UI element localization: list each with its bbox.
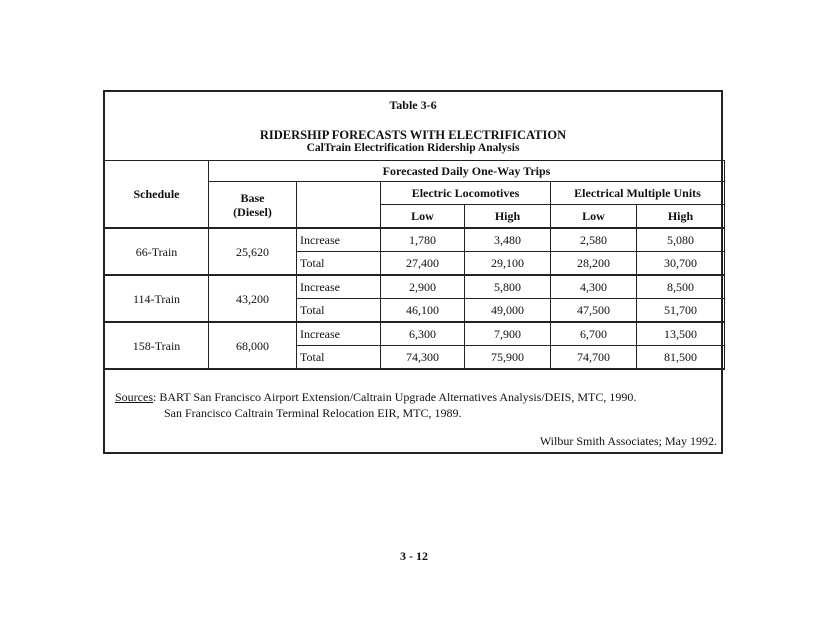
table-row [105,275,725,299]
sources-text-1: : BART San Francisco Airport Extension/Caltrain Upgrade Alternatives Analysis/DEIS, MTC, 1990. [153,390,637,404]
table-subtitle: CalTrain Electrification Ridership Analysis [306,142,520,154]
value-cell: 2,900 [381,275,465,299]
header-emu-low: Low [551,205,637,229]
value-cell: 1,780 [381,228,465,252]
sources-line-1 [115,390,636,405]
header-schedule: Schedule [105,161,209,229]
header-electrical-multiple-units: Electrical Multiple Units [551,182,725,205]
header-el-low: Low [381,205,465,229]
schedule-cell: 66-Train [105,228,209,275]
value-cell: 81,500 [637,346,725,370]
header-forecast-group: Forecasted Daily One-Way Trips [209,161,725,182]
value-cell: 75,900 [465,346,551,370]
table-title: RIDERSHIP FORECASTS WITH ELECTRIFICATION [259,128,567,142]
schedule-cell: 114-Train [105,275,209,322]
header-blank [297,182,381,229]
header-emu-high: High [637,205,725,229]
row-label: Increase [297,275,381,299]
value-cell: 5,080 [637,228,725,252]
sources-label: Sources [115,390,153,404]
value-cell: 46,100 [381,299,465,323]
table-row [105,228,725,252]
credit-line: Wilbur Smith Associates; May 1992. [539,434,717,448]
ridership-table [104,160,725,370]
header-base: Base (Diesel) [209,182,297,229]
table-number: Table 3-6 [389,98,437,112]
row-label: Increase [297,228,381,252]
value-cell: 13,500 [637,322,725,346]
row-label: Total [297,299,381,323]
row-label: Increase [297,322,381,346]
value-cell: 2,580 [551,228,637,252]
page-number: 3 - 12 [400,549,428,563]
schedule-cell: 158-Train [105,322,209,369]
value-cell: 28,200 [551,252,637,276]
value-cell: 8,500 [637,275,725,299]
base-cell: 25,620 [209,228,297,275]
row-label: Total [297,346,381,370]
table-row [105,322,725,346]
value-cell: 51,700 [637,299,725,323]
base-cell: 68,000 [209,322,297,369]
value-cell: 5,800 [465,275,551,299]
base-cell: 43,200 [209,275,297,322]
value-cell: 74,700 [551,346,637,370]
header-electric-locomotives: Electric Locomotives [381,182,551,205]
row-label: Total [297,252,381,276]
value-cell: 7,900 [465,322,551,346]
value-cell: 49,000 [465,299,551,323]
table-frame [103,90,723,454]
value-cell: 4,300 [551,275,637,299]
value-cell: 47,500 [551,299,637,323]
header-el-high: High [465,205,551,229]
value-cell: 6,700 [551,322,637,346]
value-cell: 3,480 [465,228,551,252]
value-cell: 74,300 [381,346,465,370]
value-cell: 29,100 [465,252,551,276]
value-cell: 27,400 [381,252,465,276]
value-cell: 30,700 [637,252,725,276]
table-title-block [105,92,721,160]
value-cell: 6,300 [381,322,465,346]
sources-line-2: San Francisco Caltrain Terminal Relocation EIR, MTC, 1989. [164,406,462,420]
